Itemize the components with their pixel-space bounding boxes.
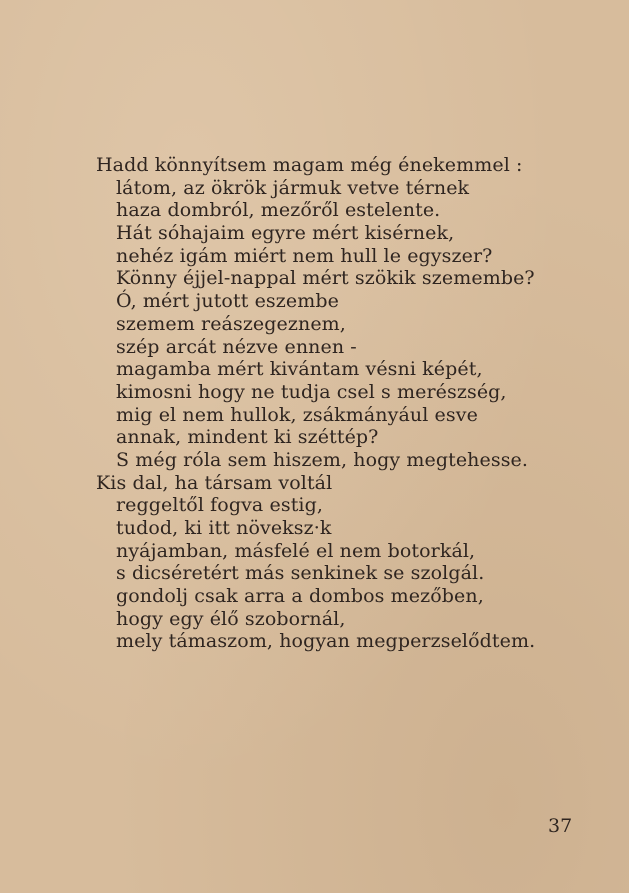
poem-line: nehéz igám miért nem hull le egyszer? xyxy=(116,244,493,267)
poem-line: szemem reászegeznem, xyxy=(116,312,346,335)
poem-line: hogy egy élő szobornál, xyxy=(116,607,346,630)
poem-line: haza dombról, mezőről estelente. xyxy=(116,199,441,222)
poem-line: mely támaszom, hogyan megperzselődtem. xyxy=(116,630,536,653)
poem-line: Hadd könnyítsem magam még énekemmel : xyxy=(96,154,523,176)
poem-line: gondolj csak arra a dombos mezőben, xyxy=(116,585,484,608)
poem-line: Kis dal, ha társam voltál xyxy=(96,471,333,494)
page-number: 37 xyxy=(548,815,573,837)
poem-line: látom, az ökrök jármuk vetve térnek xyxy=(116,176,470,199)
poem-line: nyájamban, másfelé el nem botorkál, xyxy=(116,539,476,562)
poem-text xyxy=(96,154,566,653)
poem-line: szép arcát nézve ennen - xyxy=(116,335,357,358)
poem-line: Könny éjjel-nappal mért szökik szemembe? xyxy=(116,267,535,290)
poem-line: kimosni hogy ne tudja csel s merészség, xyxy=(116,380,507,403)
poem-line: magamba mért kivántam vésni képét, xyxy=(116,358,483,381)
poem-line: S még róla sem hiszem, hogy megtehesse. xyxy=(116,448,529,471)
poem-line: Hát sóhajaim egyre mért kisérnek, xyxy=(116,222,455,245)
poem-line: tudod, ki itt növeksz·k xyxy=(116,517,332,539)
poem-line: Ó, mért jutott eszembe xyxy=(116,290,339,313)
poem-line: annak, mindent ki széttép? xyxy=(116,426,379,449)
poem-line: mig el nem hullok, zsákmányául esve xyxy=(116,403,478,426)
poem-line: s dicséretért más senkinek se szolgál. xyxy=(116,562,485,585)
poem-line: reggeltől fogva estig, xyxy=(116,494,324,517)
